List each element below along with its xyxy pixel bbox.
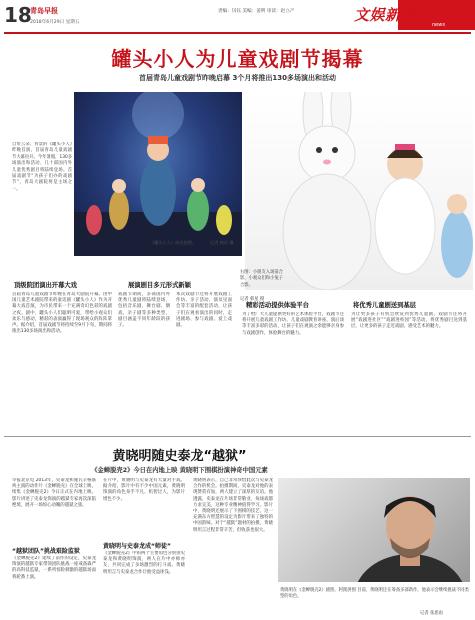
stage-photo-credit: 记者 韩星 摄 xyxy=(210,240,234,245)
article-divider xyxy=(4,436,471,437)
article2-body-cast: 在片中，黄晓明与史泰龙有大量对手戏。据介绍，影片中有不少中国元素，黄晓明饰演的角色身手不凡、机智过人，为影片增色不少。 xyxy=(103,478,185,502)
article2-body-intro: 早报北京电 2013年，史泰龙和施瓦辛格联袂主演的动作片《金蝉脱壳》在全球上映，续集《金蝉脱壳2》今日正式在内地上映。影片讲述了史泰龙饰演的越狱专家再次深陷绝境，展开一场惊心动魄的越狱之旅。 xyxy=(12,478,96,508)
section-heading-opening: 顶级院团演出开幕大戏 xyxy=(14,282,77,289)
bunny-photo xyxy=(245,92,473,290)
section-heading-repertoire: 展演剧目多元形式新颖 xyxy=(128,282,191,289)
headline-secondary: 黄晓明随史泰龙“越狱” xyxy=(112,449,247,464)
article2-body-interview: 黄晓明表示，自己非常珍惜此次与史泰龙合作的机会。拍摄期间，史泰龙对他的表现赞赏有加，两人建立了深厚的友谊。他透露，史泰龙在片场非常敬业，每场戏都力求完美，这种专业精神值得学习。影片中，黄晓明还展示了下围棋的技艺，这一充满东方智慧的设定为影片带来了独特的中国韵味。对于“越狱”题材的拍摄，黄晓明坦言过程非常辛苦，但收获也很大。 xyxy=(193,478,273,533)
actor-portrait xyxy=(278,478,470,582)
page-number: 18 xyxy=(4,3,32,27)
portrait-caption: 黄晓明在《金蝉脱壳2》剧照。阿派供图 目前，黄晓明还在筹备多部新作，他表示会继续挑战不同类型的角色。 xyxy=(280,588,469,600)
section-heading-activities: 精彩活动提供体验平台 xyxy=(246,302,309,309)
subheadline-main: 首届青岛儿童戏剧节昨晚启幕 3个月将推出130多场演出和活动 xyxy=(139,74,336,82)
article2-body-prison: 《金蝉脱壳2》延续了前作的设定，史泰龙饰演的越狱专家带领团队挑战一座戒备森严的高科技监狱，一系列惊险刺激的越狱场面将轮番上演。 xyxy=(12,556,96,580)
section-title: 文娱新闻 xyxy=(354,6,417,24)
section-body-repertoire-a: 戏剧节期间，多部国内外优秀儿童剧将陆续登场，包括音乐剧、舞台剧、偶戏、亲子剧等多种类型，剧目涵盖不同年龄段的孩子。 xyxy=(118,292,170,329)
section-body-activities: 为了给广大儿童提供更好的艺术体验平台，戏剧节还将开展儿童戏剧工作坊、儿童戏剧教育讲座、演后谈等丰富多彩的活动，让孩子们在观演之余能够亲身参与戏剧创作，体验舞台的魅力。 xyxy=(242,312,344,336)
editor-credits: 责编：闫钰 美编：姜明 审读：赵立产 xyxy=(218,9,295,14)
stage-photo xyxy=(74,92,242,256)
bunny-photo-credit: 记者 韩星 摄 xyxy=(240,297,265,302)
stage-photo-caption: 《罐头小人》演出剧照。 xyxy=(150,240,197,245)
section-body-repertoire-b: 本次戏剧节还将开展戏剧工作坊、亲子活动、演员见面会等丰富的配套活动，让孩子们在观看演出的同时，走进剧场、参与戏剧、爱上戏剧。 xyxy=(176,292,232,329)
stage-illustration xyxy=(74,92,242,256)
article2-body-mentor: 《金蝉脱壳2》中的两个主要角色分别由史泰龙和黄晓明饰演，两人在片中亦师亦友，共同完成了多场激烈的打斗戏。黄晓明坦言与史泰龙合作让他受益匪浅。 xyxy=(103,551,185,575)
portrait-illustration xyxy=(278,478,470,582)
section-body-grassroots: 为让更多孩子有机会欣赏到优秀儿童剧，戏剧节还将开展“戏剧进社区”“戏剧进校园”等活动，将优秀剧目送到基层，让更多的孩子走近戏剧、感受艺术的魅力。 xyxy=(351,312,467,330)
subheadline-secondary: 《金蝉脱壳2》今日在内地上映 黄晓明下围棋扮演神奇中国元素 xyxy=(91,467,268,474)
portrait-credit: 记者 张思雨 xyxy=(420,611,443,616)
bunny-illustration xyxy=(245,92,473,290)
article2-heading-prison: “越狱团队”挑战艰险监狱 xyxy=(12,548,80,555)
section-body-opening: 首届青岛儿童戏剧节昨晚在青岛大剧院开幕。由中国儿童艺术剧院带来的童话剧《罐头小人》作为开幕大戏首演，为市民带来一个充满奇幻色彩的戏剧之夜。剧中，罐头小人们聪明可爱，带给小观众们欢乐与感动，精彩的表演赢得了现场观众的阵阵掌声。据介绍，首届戏剧节将持续至9月下旬，期间将推出130多场演出和活动。 xyxy=(12,292,112,335)
article2-heading-mentor: 黄晓明与史泰龙成“师徒” xyxy=(103,543,171,550)
top-divider xyxy=(4,32,471,34)
section-english-label: news xyxy=(432,22,445,28)
headline-main: 罐头小人为儿童戏剧节揭幕 xyxy=(111,47,364,71)
lead-paragraph: 自带云朵、背景的《罐头小人》昨晚首演，首届青岛儿童戏剧节大幕拉开。今年暑假，130多场演出和活动、几十部国内外儿童优秀剧目将陆续登场。首届戏剧节“为孩子们办的戏剧节”，青岛大剧院将是主场之一。 xyxy=(12,142,72,192)
issue-date: 2018年6月29日 星期五 xyxy=(30,20,80,25)
section-heading-grassroots: 将优秀儿童剧送到基层 xyxy=(353,302,416,309)
bunny-photo-caption: 右图：小朋友入场前合影，小观众们和小兔子合影。 xyxy=(240,270,283,288)
paper-name: 青岛早报 xyxy=(30,7,58,15)
